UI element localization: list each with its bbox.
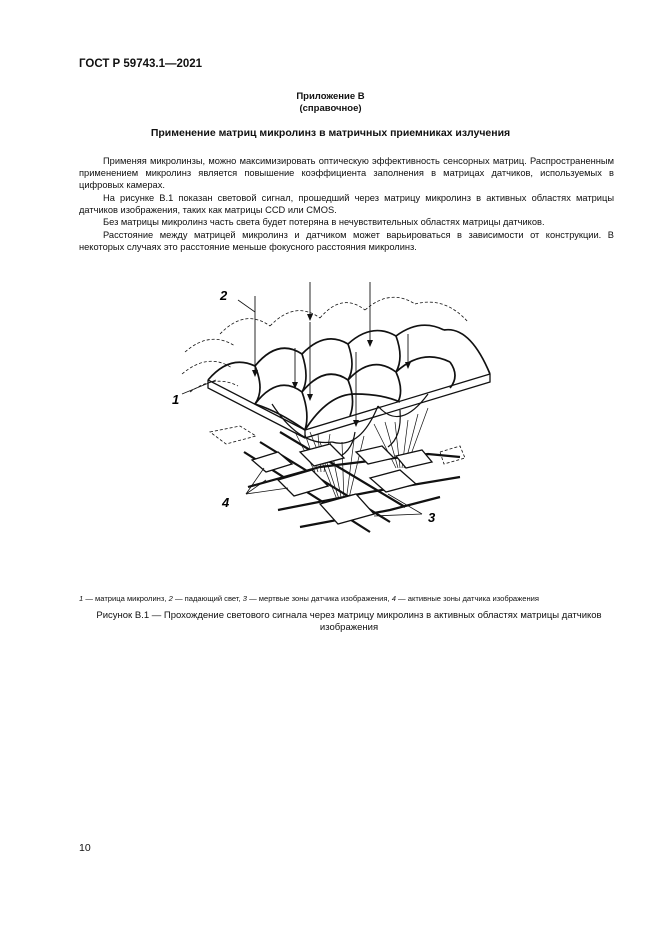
microlens-figure [160,282,500,572]
lens-cusps [272,394,428,460]
microlens-domes [208,325,490,430]
legend-num-4: 4 [391,594,396,603]
document-header: ГОСТ Р 59743.1—2021 [79,58,203,70]
incident-light-rays [255,282,408,420]
paragraph-3: Без матрицы микролинз часть света будет потеряна в нечувствительных областях матрицы датчиков. [103,217,545,227]
figure-legend [79,594,619,603]
page-number: 10 [79,842,91,854]
legend-text-1: — матрица микролинз, [83,594,169,603]
paragraph-1: Применяя микролинзы, можно максимизировать оптическую эффективность сенсорных матриц. Распространенным применением микролинз является повышение коэффициента заполнения в матрицах датчиков, используемых в цифровых камерах. [79,156,614,190]
callout-1: 1 [172,392,180,407]
appendix-name: Приложение В [296,91,365,102]
legend-text-4: — активные зоны датчика изображения [395,594,539,603]
sensor-active-zones [252,444,432,524]
appendix-type: (справочное) [299,103,362,114]
section-title: Применение матриц микролинз в матричных приемниках излучения [150,127,511,139]
legend-num-2: 2 [168,594,173,603]
legend-num-3: 3 [242,594,247,603]
paragraph-4: Расстояние между матрицей микролинз и датчиком может варьироваться в зависимости от конструкции. В некоторых случаях это расстояние меньше фокусного расстояния микролинз. [79,230,614,252]
legend-text-3: — мертвые зоны датчика изображения, [246,594,392,603]
legend-num-1: 1 [79,594,84,603]
back-lens-row [182,297,468,392]
callout-4: 4 [222,495,230,510]
figure-caption: Рисунок В.1 — Прохождение светового сигнала через матрицу микролинз в активных областях матрицы датчиков изображения [96,610,602,633]
callout-2: 2 [220,288,228,303]
callout-3: 3 [428,510,436,525]
paragraph-2: На рисунке В.1 показан световой сигнал, прошедший через матрицу микролинз в активных областях матрицы датчиков изображения, таких как матрицы CCD или CMOS. [79,193,614,215]
legend-text-2: — падающий свет, [172,594,243,603]
